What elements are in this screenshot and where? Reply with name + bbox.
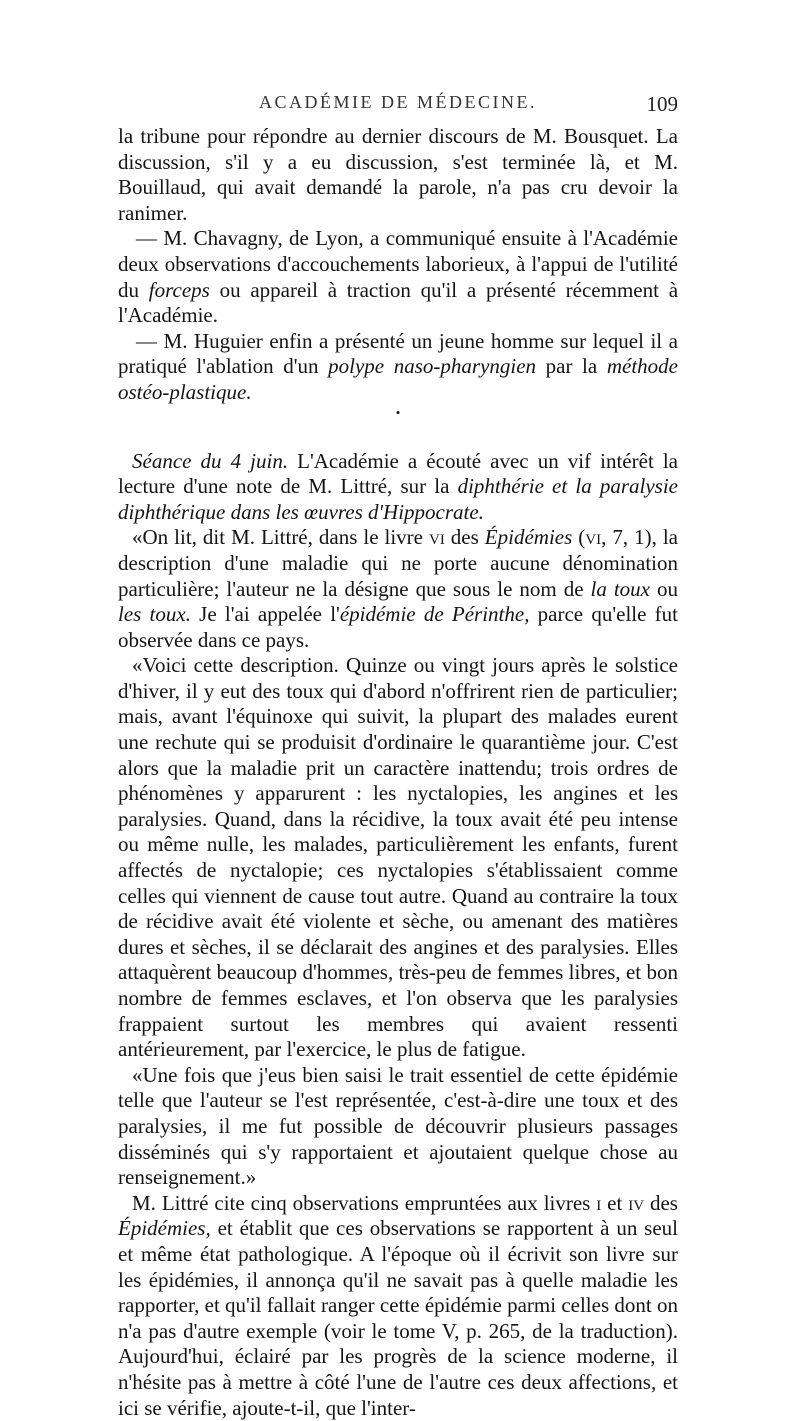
paragraph-discussion-end: la tribune pour répondre au dernier discours de M. Bousquet. La discussion, s'il y a eu discussion, s'est terminée là, et M. Bouillaud, qui avait demandé la parole, n'a pas cru devoir la ranimer. [118,124,678,225]
paragraph-littre-quote-1: «On lit, dit M. Littré, dans le livre vi des Épidémies (vi, 7, 1), la description d'une maladie qui ne porte aucune dénomination particulière; l'auteur ne la désigne que sous le nom de la toux ou les toux. Je l'ai appelée l'épidémie de Périnthe, parce qu'elle fut observée dans ce pays. [118,525,678,652]
page-number: 109 [646,92,678,116]
paragraph-huguier: — M. Huguier enfin a présenté un jeune homme sur lequel il a pratiqué l'ablation d'un polype naso-pharyngien par la méthode ostéo-plastique. [118,328,678,404]
paragraph-chavagny: — M. Chavagny, de Lyon, a communiqué ensuite à l'Académie deux observations d'accouchements laborieux, à l'appui de l'utilité du forceps ou appareil à traction qu'il a présenté récemment à l'Académie. [118,226,679,328]
section-gap [118,420,678,449]
running-title: ACADÉMIE DE MÉDECINE. [259,92,537,112]
paragraph-littre-quote-2: «Une fois que j'eus bien saisi le trait essentiel de cette épidémie telle que l'auteur se l'est représentée, c'est-à-dire une toux et des paralysies, il me fut possible de découvrir plusieurs passages disséminés qui s'y rapportaient et ajoutaient quelque chose au renseignement.» [118,1062,678,1190]
separator-dot: • [395,404,401,420]
seance-heading: Séance du 4 juin. [132,448,289,473]
paragraph-seance-4-juin: Séance du 4 juin. L'Académie a écouté avec un vif intérêt la lecture d'une note de M. Littré, sur la diphthérie et la paralysie diphthérique dans les œuvres d'Hippocrate. [118,448,679,524]
body-text [118,124,678,1421]
paragraph-description: «Voici cette description. Quinze ou vingt jours après le solstice d'hiver, il y eut des toux qui d'abord n'offrirent rien de particulier; mais, avant l'équinoxe qui suivit, la plupart des malades eurent une rechute qui se produisit d'ordinaire le quarantième jour. C'est alors que la maladie prit un caractère inattendu; trois ordres de phénomènes y apparurent : les nyctalopies, les angines et les paralysies. Quand, dans la récidive, la toux avait été peu intense ou même nulle, les malades, particulièrement les enfants, furent affectés de nyctalopie; ces nyctalopies s'établissaient comme celles qui viennent de cause tout autre. Quand au contraire la toux de récidive avait été violente et sèche, ou amenant des matières dures et sèches, il se déclarait des angines et des paralysies. Elles attaquèrent beaucoup d'hommes, très-peu de femmes libres, et bon nombre de femmes esclaves, et l'on observa que les paralysies frappaient surtout les membres qui avaient ressenti antérieurement, par l'exercice, le plus de fatigue. [118,653,678,1062]
page-header [118,92,678,118]
paragraph-observations: M. Littré cite cinq observations empruntées aux livres i et iv des Épidémies, et établit que ces observations se rapportent à un seul et même état pathologique. A l'époque où il écrivit son livre sur les épidémies, il annonça qu'il ne savait pas à quelle maladie les rapporter, et qu'il fallait ranger cette épidémie parmi celles dont on n'a pas d'autre exemple (voir le tome V, p. 265, de la traduction). Aujourd'hui, éclairé par les progrès de la science moderne, il n'hésite pas à mettre à côté l'une de l'autre ces deux affections, et ici se vérifie, ajoute-t-il, que l'inter- [118,1190,678,1420]
